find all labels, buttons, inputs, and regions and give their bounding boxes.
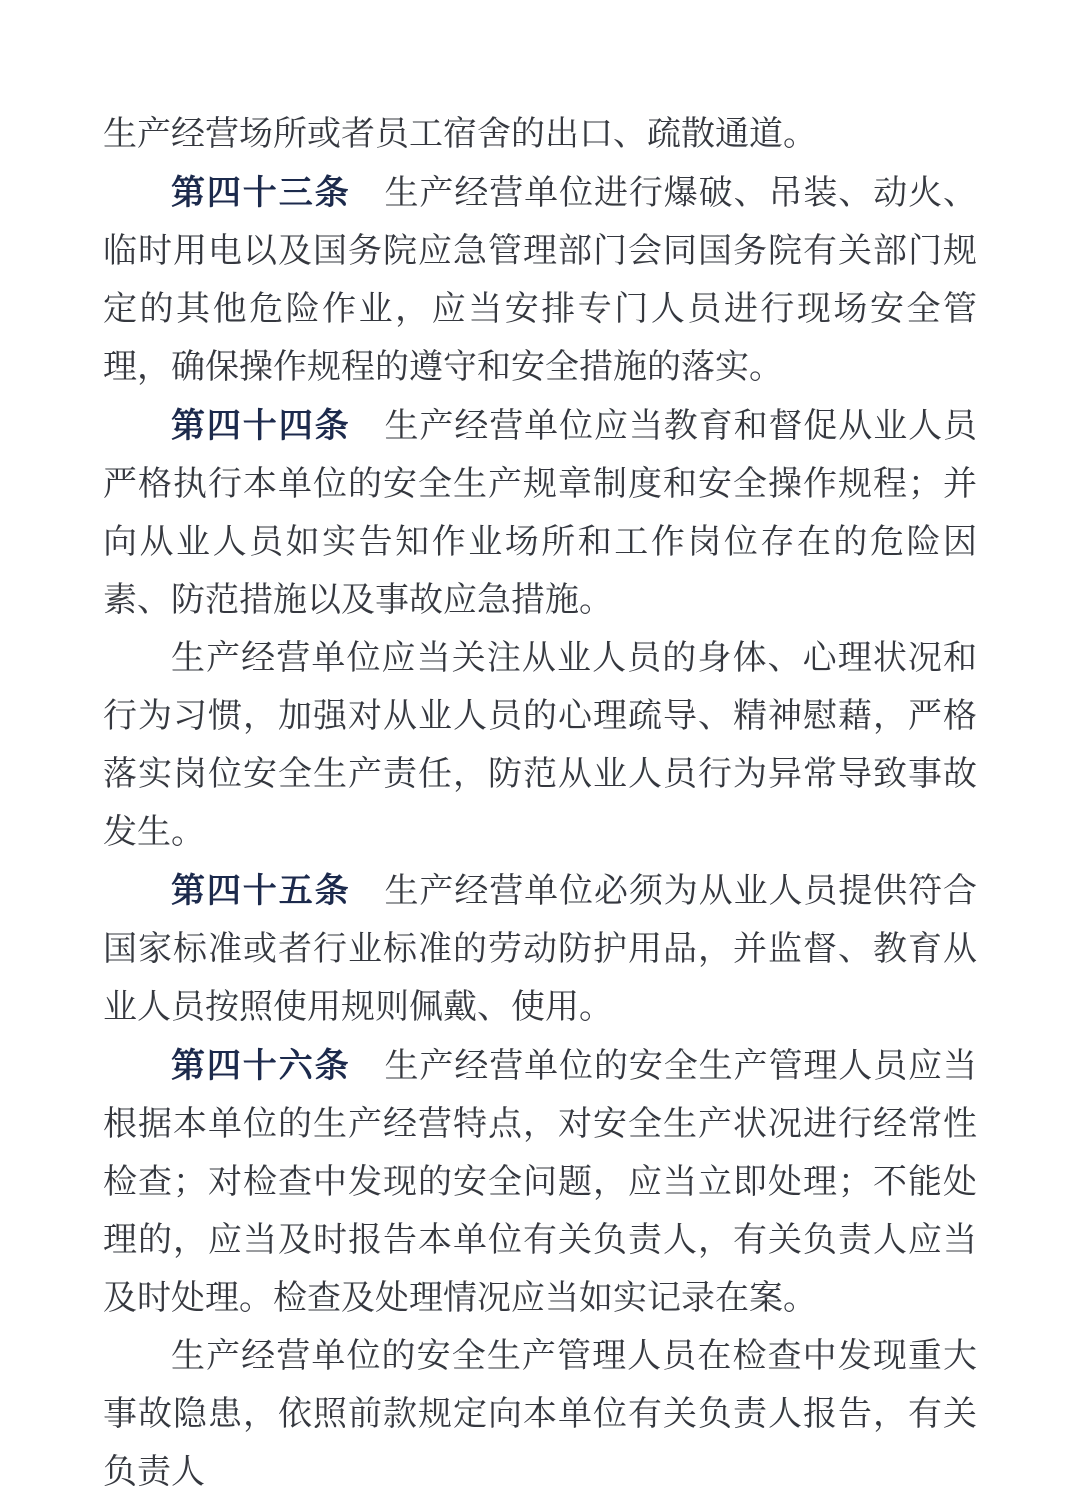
paragraph-article-46-clause-2 bbox=[103, 1328, 977, 1502]
paragraph-article-45 bbox=[103, 862, 977, 1037]
article-number: 第四十三条 bbox=[171, 174, 351, 212]
paragraph-text: 生产经营单位必须为从业人员提供符合国家标准或者行业标准的劳动防护用品，并监督、教育从业人员按照使用规则佩戴、使用。 bbox=[103, 873, 978, 1026]
paragraph-text: 生产经营单位应当教育和督促从业人员严格执行本单位的安全生产规章制度和安全操作规程；并向从业人员如实告知作业场所和工作岗位存在的危险因素、防范措施以及事故应急措施。 bbox=[103, 408, 978, 619]
paragraph-text: 生产经营单位应当关注从业人员的身体、心理状况和行为习惯，加强对从业人员的心理疏导、精神慰藉，严格落实岗位安全生产责任，防范从业人员行为异常导致事故发生。 bbox=[103, 640, 977, 851]
paragraph-text: 生产经营单位进行爆破、吊装、动火、临时用电以及国务院应急管理部门会同国务院有关部门规定的其他危险作业，应当安排专门人员进行现场安全管理，确保操作规程的遵守和安全措施的落实。 bbox=[103, 175, 978, 386]
paragraph-article-44 bbox=[103, 397, 977, 630]
article-number: 第四十五条 bbox=[171, 872, 351, 910]
article-number: 第四十六条 bbox=[171, 1047, 351, 1085]
article-number: 第四十四条 bbox=[171, 407, 351, 445]
paragraph-article-43 bbox=[103, 164, 977, 397]
paragraph-article-46 bbox=[103, 1037, 977, 1328]
paragraph-continuation bbox=[103, 106, 977, 164]
paragraph-text: 生产经营场所或者员工宿舍的出口、疏散通道。 bbox=[103, 116, 817, 153]
paragraph-article-44-clause-2 bbox=[103, 630, 977, 862]
paragraph-text: 生产经营单位的安全生产管理人员应当根据本单位的生产经营特点，对安全生产状况进行经常性检查；对检查中发现的安全问题，应当立即处理；不能处理的，应当及时报告本单位有关负责人，有关负责人应当及时处理。检查及处理情况应当如实记录在案。 bbox=[103, 1048, 978, 1317]
paragraph-text: 生产经营单位的安全生产管理人员在检查中发现重大事故隐患，依照前款规定向本单位有关负责人报告，有关负责人 bbox=[103, 1338, 977, 1491]
